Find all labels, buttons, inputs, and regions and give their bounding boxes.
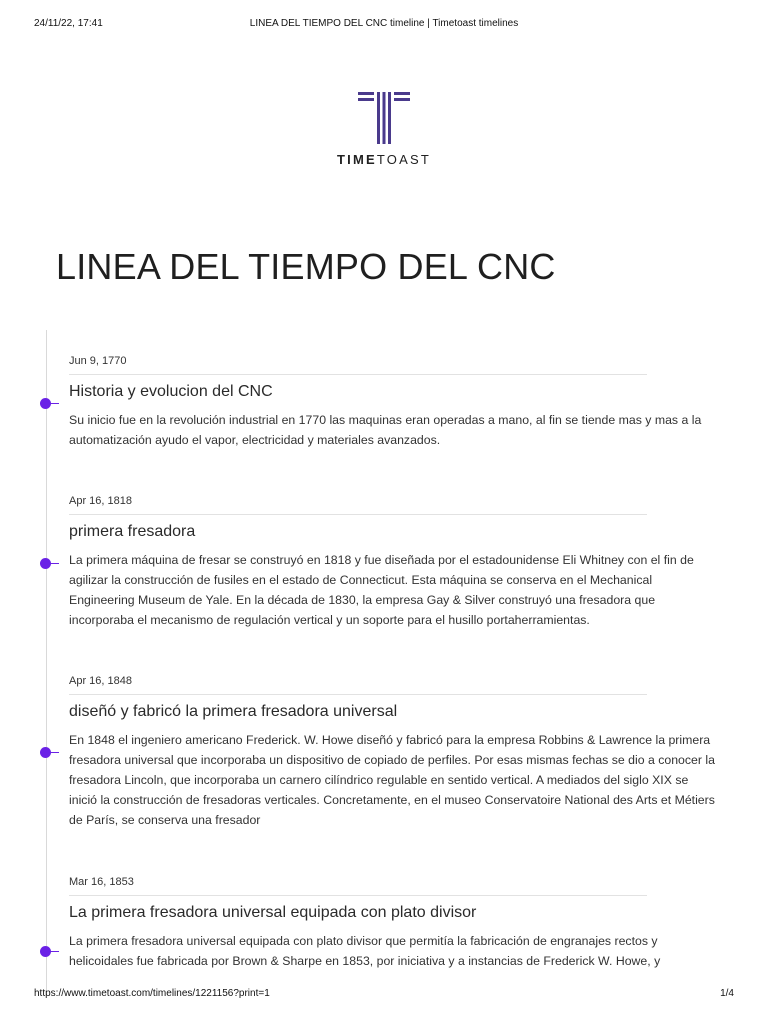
timetoast-logo[interactable] [0,92,768,167]
timeline-axis [46,330,47,994]
print-datetime: 24/11/22, 17:41 [34,18,103,29]
timeline-dot [40,398,51,409]
event-description: La primera fresadora universal equipada con plato divisor que permitía la fabricación de engranajes rectos y helicoidales fue fabricada por Brown & Sharpe en 1853, por iniciativa y a instancias de Frederick W. Howe, y [69,934,661,968]
timeline-dot [40,558,51,569]
event-date: Mar 16, 1853 [69,876,134,888]
event-divider [69,694,647,695]
event-date: Apr 16, 1818 [69,495,132,507]
print-page-number: 1/4 [720,988,734,999]
event-divider [69,374,647,375]
page-title: LINEA DEL TIEMPO DEL CNC [56,246,556,287]
timeline-dot [40,747,51,758]
event-description: Su inicio fue en la revolución industrial en 1770 las maquinas eran operadas a mano, al fin se tiende mas y mas a la automatización ayudo el vapor, electricidad y materiales avanzados. [69,413,702,447]
event-divider [69,514,647,515]
timeline-event [69,874,719,971]
timetoast-logo-icon [358,92,410,144]
event-heading: primera fresadora [69,523,196,540]
print-footer [34,988,734,1002]
print-header [34,18,734,32]
timeline-event [69,493,719,630]
event-description: En 1848 el ingeniero americano Frederick. W. Howe diseñó y fabricó para la empresa Robbins & Lawrence la primera fresadora universal que incorporaba un dispositivo de copiado de perfiles. Por esas mismas fechas se dio a conocer la fresadora Lincoln, que incorporaba un carnero cilíndrico regulable en sentido vertical. A mediados del siglo XIX se inició la construcción de fresadoras verticales. Concretamente, en el museo Conservatoire National des Arts et Métiers de París, se conserva una fresador [69,733,715,827]
logo-wordmark [0,152,768,167]
event-heading: La primera fresadora universal equipada con plato divisor [69,904,477,921]
event-date: Jun 9, 1770 [69,355,127,367]
print-document-title: LINEA DEL TIEMPO DEL CNC timeline | Timetoast timelines [249,18,519,29]
event-heading: diseñó y fabricó la primera fresadora universal [69,703,398,720]
event-heading: Historia y evolucion del CNC [69,383,273,400]
print-url: https://www.timetoast.com/timelines/1221156?print=1 [34,988,270,999]
timeline-dot [40,946,51,957]
event-description: La primera máquina de fresar se construyó en 1818 y fue diseñada por el estadounidense Eli Whitney con el fin de agilizar la construcción de fusiles en el estado de Connecticut. Esta máquina se conserva en el Mechanical Engineering Museum de Yale. En la década de 1830, la empresa Gay & Silver construyó una fresadora que incorporaba el mecanismo de regulación vertical y un soporte para el husillo portaherramientas. [69,553,694,627]
timeline-event [69,353,719,450]
logo-wordmark-bold: TIME [337,152,377,167]
logo-wordmark-light: TOAST [376,152,431,167]
event-divider [69,895,647,896]
timeline-event [69,673,719,830]
event-date: Apr 16, 1848 [69,675,132,687]
